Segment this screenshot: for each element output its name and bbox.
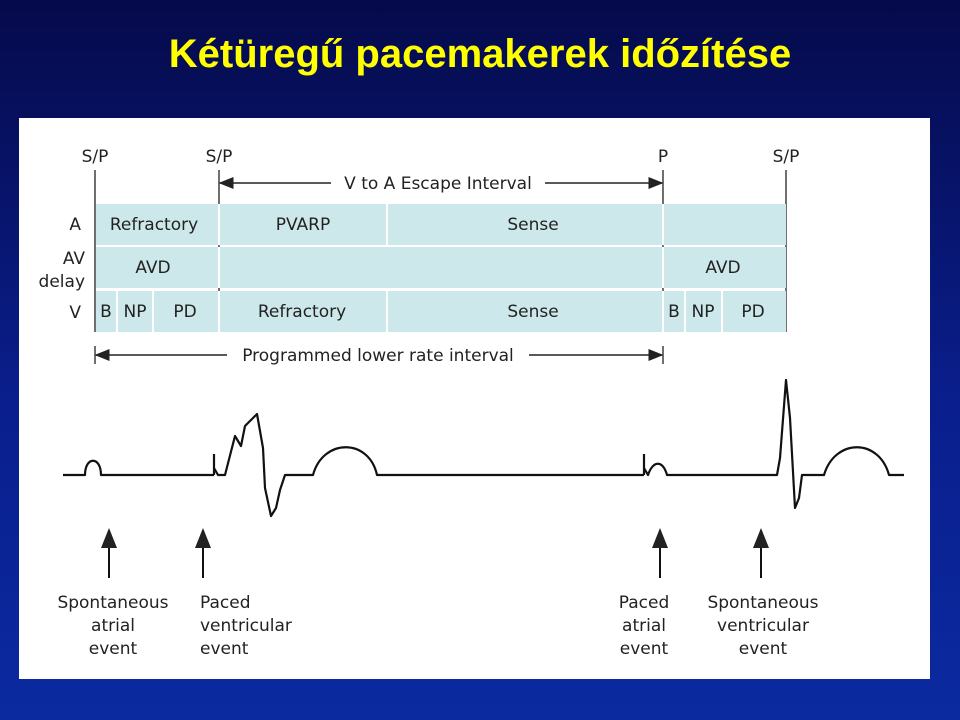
event-2-line1: Paced [200, 593, 251, 613]
v-b-1: B [100, 302, 112, 322]
v-refractory: Refractory [257, 302, 347, 322]
row-label-a: A [69, 215, 81, 235]
event-1-line2: atrial [91, 616, 135, 636]
v-sense: Sense [507, 302, 559, 322]
row-label-av-2: delay [38, 272, 85, 292]
timing-diagram-svg [19, 118, 930, 679]
row-label-v: V [69, 303, 81, 323]
v-np-1: NP [123, 302, 147, 322]
marker-label-2: S/P [205, 147, 233, 167]
a-refractory: Refractory [109, 215, 199, 235]
slide-title: Kétüregű pacemakerek időzítése [168, 32, 792, 76]
v-np-2: NP [691, 302, 715, 322]
marker-label-1: S/P [81, 147, 109, 167]
av-row-band [96, 247, 786, 288]
a-sense: Sense [507, 215, 559, 235]
event-3-line1: Paced [618, 593, 670, 613]
v-b-2: B [668, 302, 680, 322]
event-3-line3: event [619, 639, 669, 659]
av-avd-2: AVD [705, 258, 741, 278]
lower-rate-label: Programmed lower rate interval [242, 346, 514, 366]
marker-label-4: S/P [772, 147, 800, 167]
escape-interval-label: V to A Escape Interval [344, 174, 532, 194]
event-2-line2: ventricular [200, 616, 292, 636]
event-2-line3: event [200, 639, 249, 659]
row-label-av-1: AV [62, 249, 85, 269]
event-4-line1: Spontaneous [707, 593, 819, 613]
ecg-trace [63, 380, 904, 516]
av-avd-1: AVD [135, 258, 171, 278]
v-pd-1: PD [173, 302, 197, 322]
a-pvarp: PVARP [275, 215, 331, 235]
event-3-line2: atrial [622, 616, 666, 636]
v-row-band [96, 291, 786, 332]
event-1-line1: Spontaneous [57, 593, 169, 613]
event-1-line3: event [88, 639, 138, 659]
marker-label-3: P [657, 147, 669, 167]
timing-diagram [19, 118, 930, 679]
a-row-band [96, 204, 786, 245]
event-4-line2: ventricular [717, 616, 809, 636]
v-pd-2: PD [741, 302, 765, 322]
event-4-line3: event [738, 639, 788, 659]
